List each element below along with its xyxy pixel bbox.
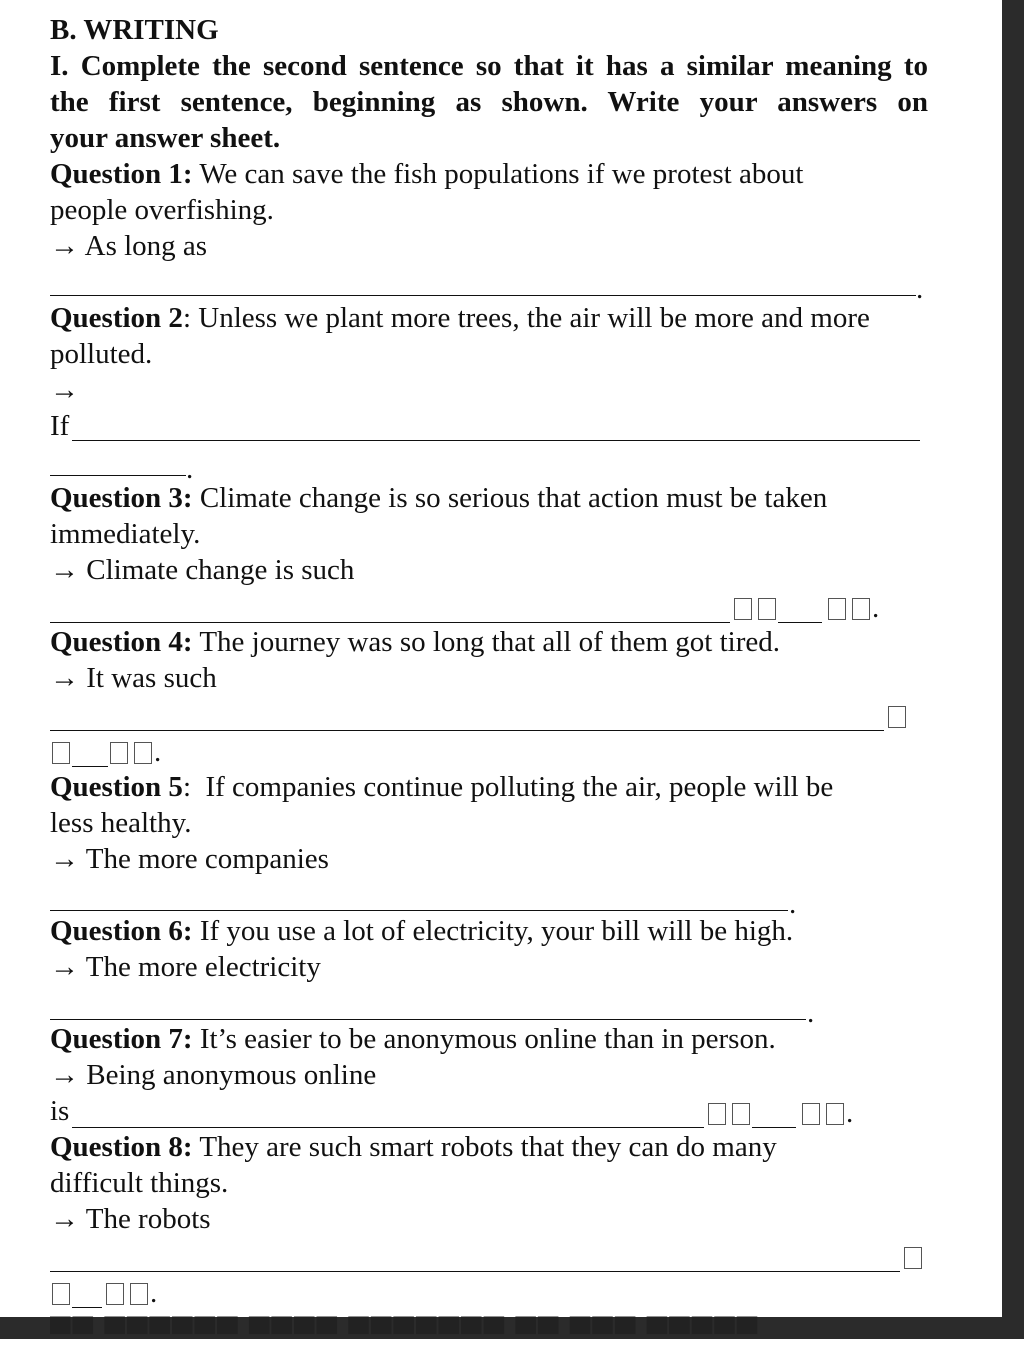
question-text: : If companies continue polluting the air, people will be [182,771,834,803]
question-text-continued: people overfishing. [50,194,274,226]
answer-blank-continued[interactable] [50,475,186,476]
section-title: B. WRITING [50,14,219,46]
answer-start: → Climate change is such [50,554,355,586]
viewer-right-edge [1002,0,1024,1339]
question-1 [50,156,803,192]
question-text: It’s easier to be anonymous online than in person. [192,1023,776,1055]
answer-blank-continued[interactable] [72,766,108,767]
answer-blank-continued[interactable] [72,1307,102,1308]
question-7 [50,1021,776,1057]
question-label: Question 1: [50,158,193,190]
missing-glyph-box [130,1283,148,1305]
missing-glyph-box [826,1103,844,1125]
question-4 [50,624,780,660]
question-text-continued: less healthy. [50,807,192,839]
answer-blank[interactable] [752,1127,796,1128]
answer-blank[interactable] [778,622,822,623]
next-section-fragment: ▀▀ ▀▀▀▀▀▀ ▀▀▀▀ ▀▀▀▀▀▀▀ ▀▀ ▀▀▀ ▀▀▀▀▀ [50,1318,760,1350]
question-text-continued: polluted. [50,338,153,370]
instruction-line-3: your answer sheet. [50,122,281,154]
missing-glyph-box [134,742,152,764]
answer-period: . [916,273,924,305]
answer-blank[interactable] [72,440,920,441]
missing-glyph-box [52,1283,70,1305]
instruction-line-1: I. Complete the second sentence so that it has a similar meaning to [50,50,928,82]
answer-blank[interactable] [50,910,788,911]
question-text-continued: difficult things. [50,1167,229,1199]
question-label: Question 2 [50,302,183,334]
question-label: Question 5 [50,771,183,803]
answer-period: . [154,736,162,768]
question-label: Question 7: [50,1023,193,1055]
answer-start: → The more companies [50,843,329,875]
answer-period: . [846,1097,854,1129]
question-5 [50,769,833,805]
question-3 [50,480,827,516]
missing-glyph-box [888,706,906,728]
missing-glyph-box [110,742,128,764]
missing-glyph-box [708,1103,726,1125]
answer-blank[interactable] [50,730,884,731]
question-text: They are such smart robots that they can do many [192,1131,777,1163]
question-text-continued: immediately. [50,518,201,550]
answer-blank[interactable] [50,622,730,623]
answer-blank[interactable] [72,1127,704,1128]
question-text: The journey was so long that all of them got tired. [192,626,780,658]
missing-glyph-box [802,1103,820,1125]
question-8 [50,1129,777,1165]
answer-period: . [150,1277,158,1309]
question-text: If you use a lot of electricity, your bill will be high. [192,915,794,947]
question-label: Question 3: [50,482,193,514]
question-text: : Unless we plant more trees, the air will be more and more [182,302,870,334]
answer-start: → [50,374,79,406]
answer-start: → It was such [50,662,217,694]
question-label: Question 6: [50,915,193,947]
question-label: Question 4: [50,626,193,658]
question-text: Climate change is so serious that action must be taken [192,482,828,514]
answer-start: → The more electricity [50,951,321,983]
answer-start-word: is [50,1095,70,1127]
answer-start: → As long as [50,230,208,262]
missing-glyph-box [828,598,846,620]
missing-glyph-box [852,598,870,620]
missing-glyph-box [106,1283,124,1305]
missing-glyph-box [732,1103,750,1125]
missing-glyph-box [52,742,70,764]
question-text: We can save the fish populations if we protest about [192,158,804,190]
answer-period: . [872,592,880,624]
answer-start: → The robots [50,1203,211,1235]
answer-period: . [789,888,797,920]
answer-period: . [186,453,194,485]
answer-blank[interactable] [50,1019,806,1020]
question-6 [50,913,793,949]
answer-start-word: If [50,410,70,442]
missing-glyph-box [758,598,776,620]
missing-glyph-box [904,1247,922,1269]
instruction-line-2: the first sentence, beginning as shown. Write your answers on [50,86,928,118]
missing-glyph-box [734,598,752,620]
answer-period: . [807,997,815,1029]
answer-blank[interactable] [50,1271,900,1272]
question-label: Question 8: [50,1131,193,1163]
answer-blank[interactable] [50,295,916,296]
answer-start: → Being anonymous online [50,1059,377,1091]
question-2 [50,300,870,336]
